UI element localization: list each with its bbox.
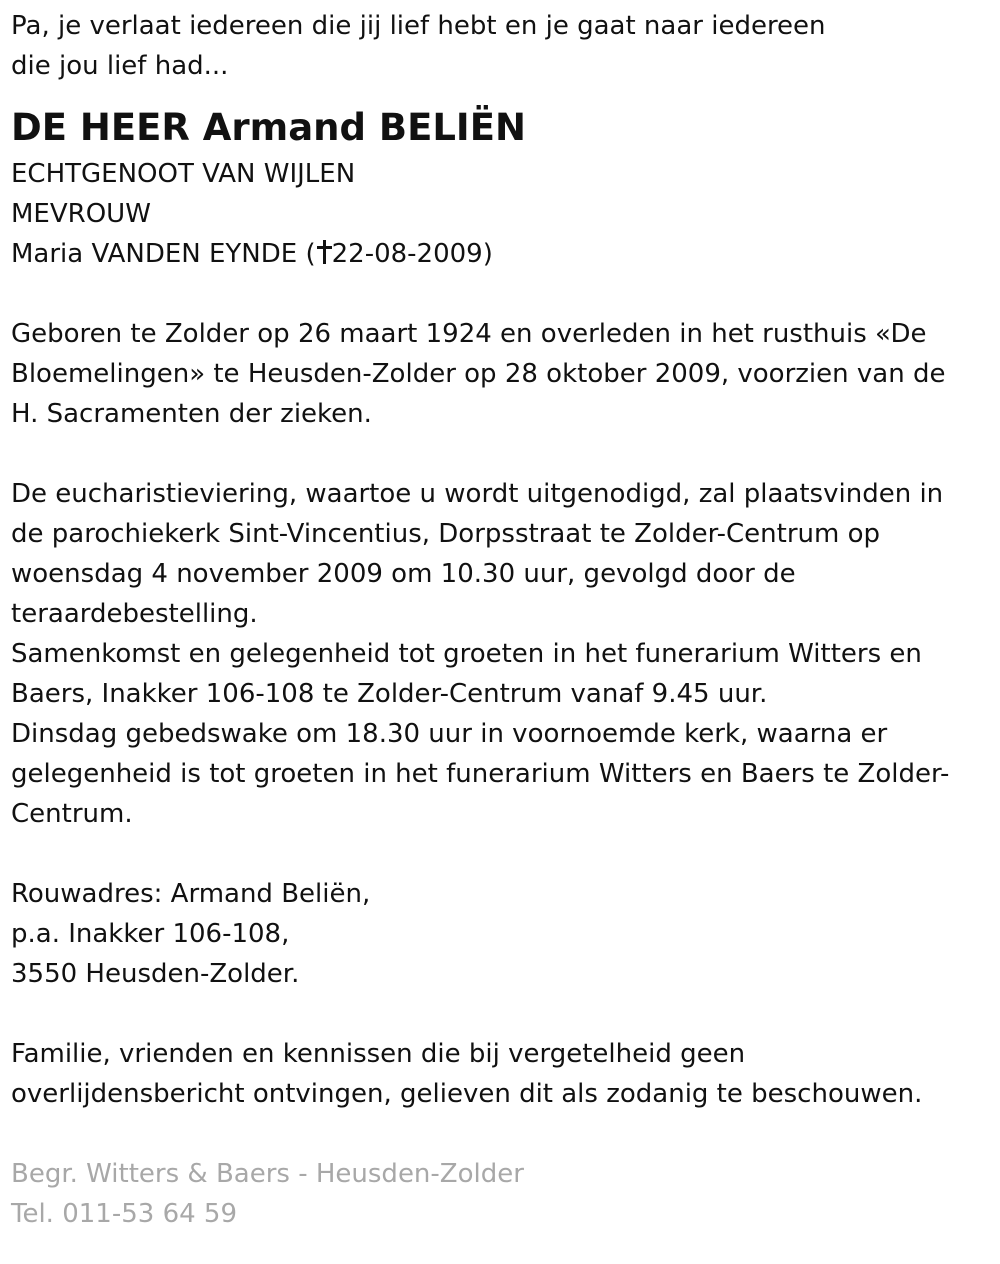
deceased-title: DE HEER Armand BELIËN bbox=[11, 106, 526, 149]
spouse-line: ECHTGENOOT VAN WIJLEN bbox=[11, 159, 356, 189]
spouse-block bbox=[11, 154, 991, 274]
paragraph-line: Geboren te Zolder op 26 maart 1924 en overleden in het rusthuis «De bbox=[11, 319, 927, 349]
notice-line: Familie, vrienden en kennissen die bij vergetelheid geen bbox=[11, 1039, 746, 1069]
paragraph-line: H. Sacramenten der zieken. bbox=[11, 399, 372, 429]
paragraph-line: Bloemelingen» te Heusden-Zolder op 28 oktober 2009, voorzien van de bbox=[11, 359, 946, 389]
spacer bbox=[11, 274, 991, 314]
paragraph-line: Centrum. bbox=[11, 799, 133, 829]
paragraph-line: teraardebestelling. bbox=[11, 599, 258, 629]
service-paragraph bbox=[11, 474, 991, 834]
undertaker-name: Begr. Witters & Baers - Heusden-Zolder bbox=[11, 1159, 524, 1189]
paragraph-line: Samenkomst en gelegenheid tot groeten in het funerarium Witters en bbox=[11, 639, 922, 669]
family-notice bbox=[11, 1034, 991, 1114]
address-line: p.a. Inakker 106-108, bbox=[11, 919, 290, 949]
spacer bbox=[11, 994, 991, 1034]
paragraph-line: Baers, Inakker 106-108 te Zolder-Centrum vanaf 9.45 uur. bbox=[11, 679, 768, 709]
mourning-address bbox=[11, 874, 991, 994]
latin-cross-icon bbox=[317, 239, 331, 265]
spouse-death-date: 22-08-2009) bbox=[331, 239, 493, 269]
motto bbox=[11, 6, 991, 86]
footer bbox=[11, 1154, 991, 1234]
spouse-name-line bbox=[11, 234, 991, 274]
undertaker-phone: Tel. 011-53 64 59 bbox=[11, 1199, 238, 1229]
address-line: 3550 Heusden-Zolder. bbox=[11, 959, 300, 989]
spouse-line: MEVROUW bbox=[11, 199, 151, 229]
notice-line: overlijdensbericht ontvingen, gelieven dit als zodanig te beschouwen. bbox=[11, 1079, 923, 1109]
birth-death-paragraph bbox=[11, 314, 991, 434]
motto-line: die jou lief had... bbox=[11, 51, 229, 81]
paragraph-line: woensdag 4 november 2009 om 10.30 uur, gevolgd door de bbox=[11, 559, 796, 589]
spacer bbox=[11, 1114, 991, 1154]
paragraph-line: gelegenheid is tot groeten in het funerarium Witters en Baers te Zolder- bbox=[11, 759, 950, 789]
paragraph-line: Dinsdag gebedswake om 18.30 uur in voornoemde kerk, waarna er bbox=[11, 719, 888, 749]
address-line: Rouwadres: Armand Beliën, bbox=[11, 879, 371, 909]
paragraph-line: de parochiekerk Sint-Vincentius, Dorpsstraat te Zolder-Centrum op bbox=[11, 519, 880, 549]
spacer bbox=[11, 834, 991, 874]
spouse-name: Maria VANDEN EYNDE ( bbox=[11, 239, 316, 269]
paragraph-line: De eucharistieviering, waartoe u wordt uitgenodigd, zal plaatsvinden in bbox=[11, 479, 944, 509]
spacer bbox=[11, 434, 991, 474]
motto-line: Pa, je verlaat iedereen die jij lief hebt en je gaat naar iedereen bbox=[11, 11, 826, 41]
obituary-notice bbox=[11, 6, 991, 1234]
